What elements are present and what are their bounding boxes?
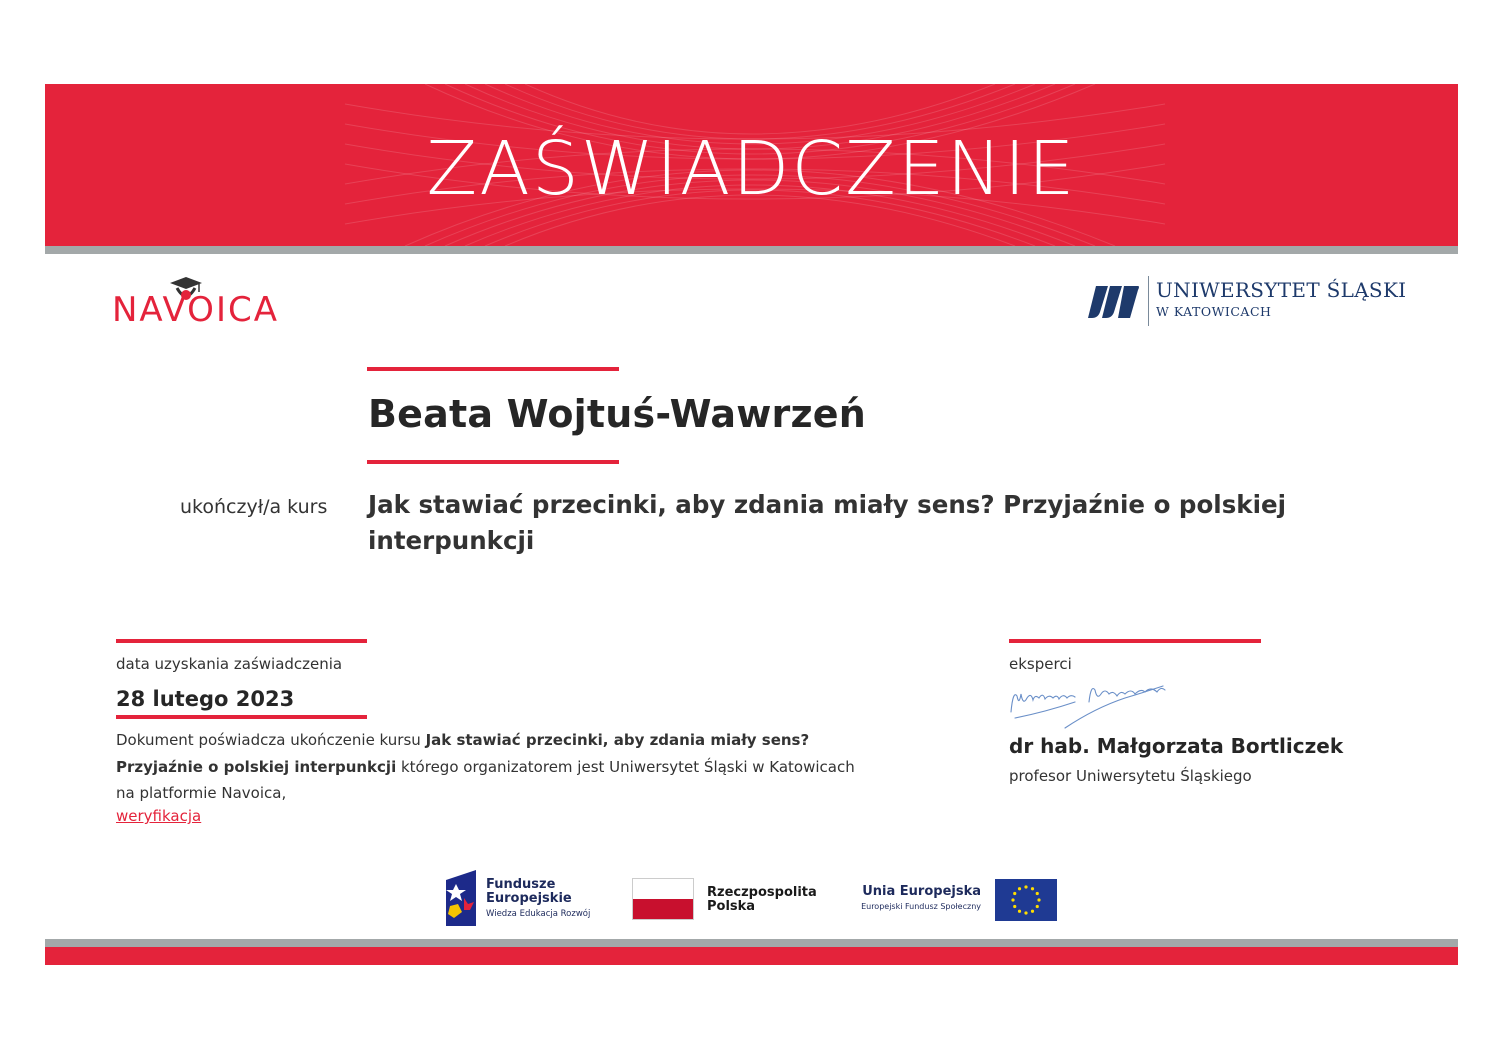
eu-star-icon [1013, 905, 1016, 908]
course-title: Jak stawiać przecinki, aby zdania miały sens? Przyjaźnie o polskiej interpunkcji [368, 490, 1286, 555]
university-logo [1086, 274, 1407, 330]
eu-star-icon [1036, 892, 1039, 895]
european-union-line2: Europejski Fundusz Społeczny [861, 902, 981, 911]
footer-red-strip [45, 947, 1458, 965]
completed-course-label: ukończył/a kurs [180, 496, 328, 518]
republic-poland-logo [632, 878, 832, 922]
eu-star-icon [1036, 905, 1039, 908]
logo-separator [1148, 276, 1149, 326]
banner-grey-strip [45, 246, 1458, 254]
eu-star-icon [1011, 898, 1014, 901]
date-value: 28 lutego 2023 [116, 687, 295, 711]
university-city: W KATOWICACH [1156, 304, 1272, 319]
description-prefix: Dokument poświadcza ukończenie kursu [116, 731, 426, 749]
eu-star-icon [1024, 911, 1027, 914]
funds-europe-emblem-icon [444, 870, 478, 926]
recipient-bottom-rule [367, 460, 619, 464]
eu-star-icon [1031, 887, 1034, 890]
date-bottom-rule [116, 715, 367, 719]
expert-title: profesor Uniwersytetu Śląskiego [1009, 767, 1252, 785]
funds-europe-line2: Europejskie [486, 891, 572, 906]
funds-europe-line3: Wiedza Edukacja Rozwój [486, 909, 591, 919]
university-emblem-icon [1086, 282, 1142, 322]
expert-name: dr hab. Małgorzata Bortliczek [1009, 734, 1344, 758]
navoica-wordmark: NAVOICA [112, 290, 279, 330]
university-name: UNIWERSYTET ŚLĄSKI [1156, 278, 1407, 302]
poland-flag-icon [632, 878, 694, 920]
date-top-rule [116, 639, 367, 643]
verification-link[interactable]: weryfikacja [116, 807, 202, 825]
date-label: data uzyskania zaświadczenia [116, 655, 343, 673]
recipient-name: Beata Wojtuś-Wawrzeń [368, 392, 866, 436]
eu-star-icon [1037, 898, 1040, 901]
experts-top-rule [1009, 639, 1261, 643]
header-banner [45, 84, 1458, 246]
description-suffix: którego organizatorem jest Uniwersytet Śląski w Katowicach na platformie Navoica, [116, 757, 855, 802]
recipient-top-rule [367, 367, 619, 371]
funds-europe-line1: Fundusze [486, 877, 556, 892]
eu-star-icon [1018, 910, 1021, 913]
certificate-title: ZAŚWIADCZENIE [426, 126, 1077, 212]
eu-star-icon [1013, 892, 1016, 895]
eu-flag-icon [995, 879, 1057, 921]
eu-star-icon [1018, 887, 1021, 890]
european-union-logo [845, 878, 1057, 922]
republic-poland-line2: Polska [707, 899, 756, 914]
european-union-line1: Unia Europejska [862, 884, 981, 899]
footer-grey-strip [45, 939, 1458, 947]
experts-label: eksperci [1009, 655, 1072, 673]
eu-star-icon [1031, 910, 1034, 913]
navoica-logo [112, 272, 302, 332]
republic-poland-line1: Rzeczpospolita [707, 885, 817, 900]
expert-signature [1005, 672, 1175, 732]
certificate-description [116, 727, 876, 807]
description-course: Jak stawiać przecinki, aby zdania miały sens? Przyjaźnie o polskiej interpunkcji [116, 731, 810, 776]
funds-europe-logo [444, 870, 614, 928]
eu-star-icon [1024, 885, 1027, 888]
